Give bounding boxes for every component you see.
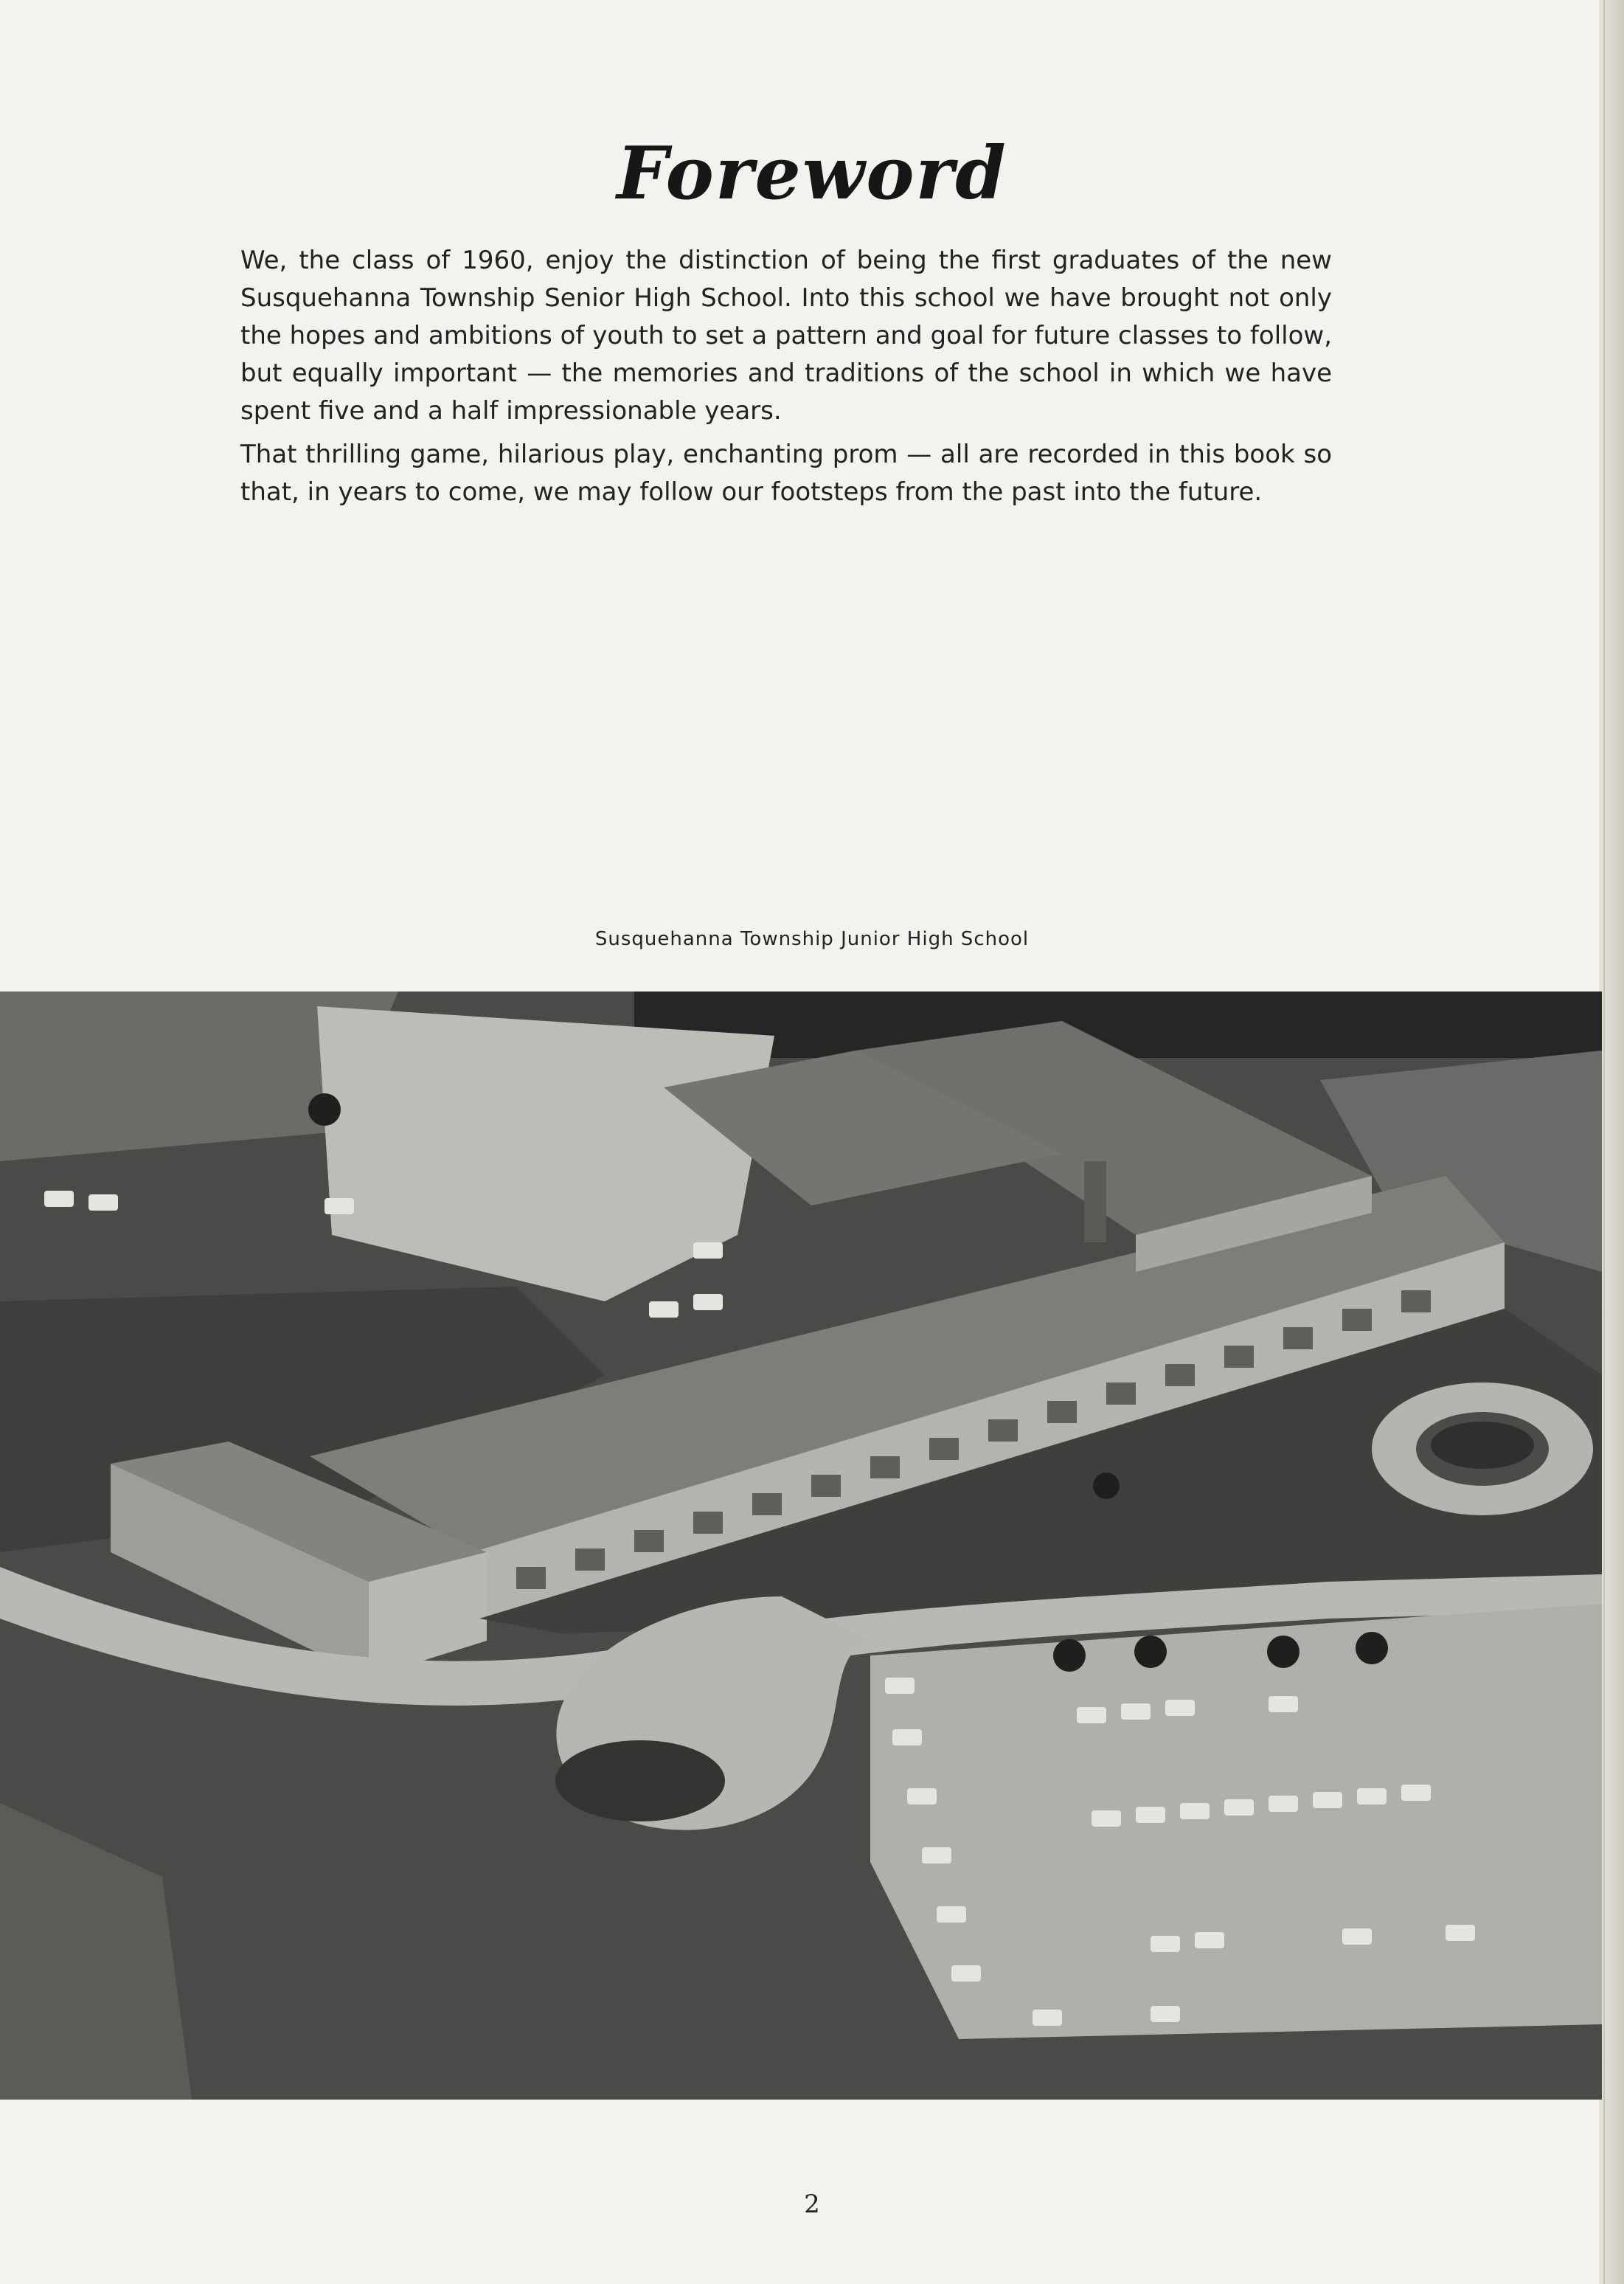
foreword-paragraph-2: That thrilling game, hilarious play, enchanting prom — all are recorded in this book so that, in years to come, we may follow our footsteps from the past into the future.: [240, 440, 1332, 507]
foreword-text: [240, 242, 1332, 517]
aerial-photo-illustration: [0, 992, 1602, 2100]
page-title: Foreword: [617, 131, 1007, 216]
aerial-school-photo: [0, 992, 1602, 2100]
foreword-paragraph-1: We, the class of 1960, enjoy the distinction of being the first graduates of the new Susquehanna Township Senior High School. Into this school we have brought not only the hopes and ambitions of youth to set a pattern and goal for future classes to follow, but equally important — the memories and traditions of the school in which we have spent five and a half impressionable years.: [240, 246, 1332, 426]
page-number: 2: [804, 2190, 820, 2219]
binding-crease: [1603, 0, 1605, 2284]
photo-caption: Susquehanna Township Junior High School: [594, 928, 1030, 950]
